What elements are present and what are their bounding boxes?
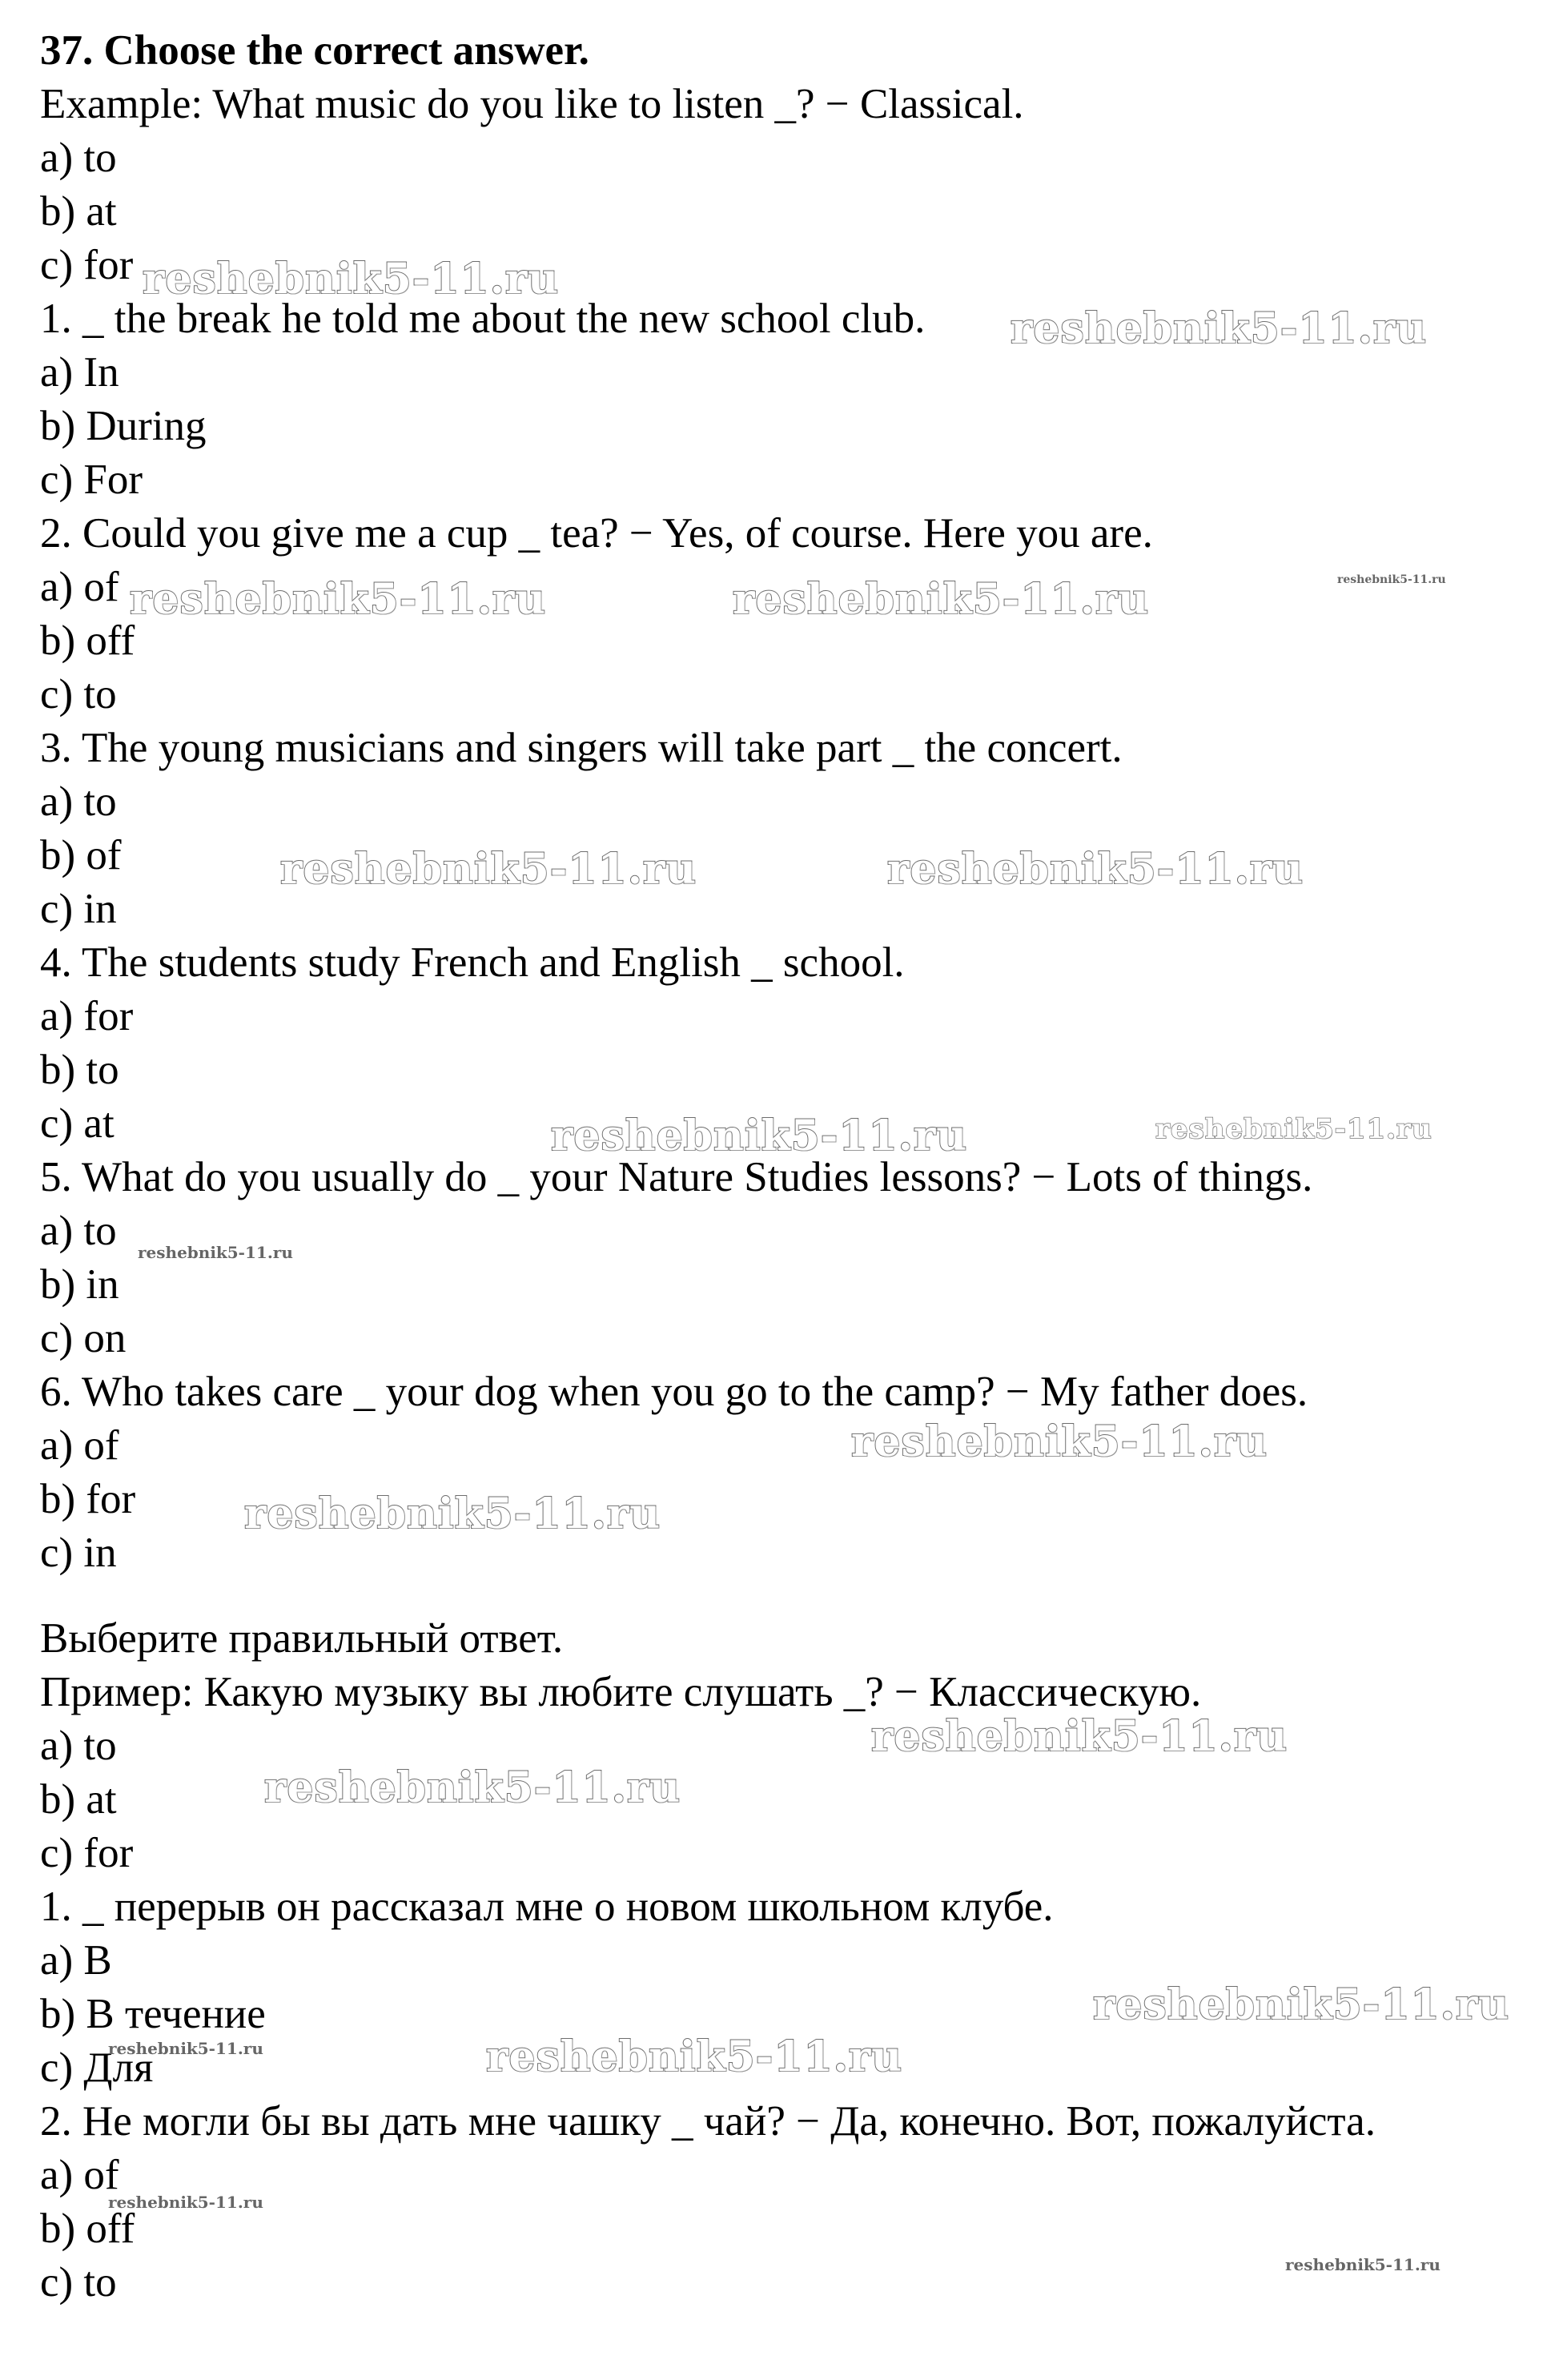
question-4-option-b: b) to [40,1047,119,1093]
question-6-option-a: a) of [40,1422,119,1469]
watermark: reshebnik5-11.ru [1093,1980,1510,2029]
question-1-option-b: b) During [40,403,207,449]
watermark: reshebnik5-11.ru [1155,1113,1432,1145]
question-6: 6. Who takes care _ your dog when you go to the camp? − My father does. [40,1369,1308,1415]
watermark: reshebnik5-11.ru [486,2032,903,2081]
question-1: 1. _ the break he told me about the new school club. [40,295,926,342]
watermark: reshebnik5-11.ru [1285,2255,1441,2274]
question-2: 2. Could you give me a cup _ tea? − Yes, of course. Here you are. [40,510,1153,557]
question-1-option-a: a) In [40,349,119,396]
russian-question-2-option-c: c) to [40,2259,117,2306]
example-option-b: b) at [40,188,117,235]
question-3-option-c: c) in [40,886,117,932]
watermark: reshebnik5-11.ru [1011,304,1428,353]
russian-question-2-option-b: b) off [40,2205,135,2252]
watermark: reshebnik5-11.ru [280,845,697,894]
question-3-option-b: b) of [40,832,122,878]
example-question: Example: What music do you like to listen _? − Classical. [40,81,1024,127]
watermark: reshebnik5-11.ru [551,1112,968,1160]
watermark: reshebnik5-11.ru [851,1417,1268,1466]
question-2-option-b: b) off [40,617,135,664]
question-5-option-a: a) to [40,1208,117,1254]
watermark: reshebnik5-11.ru [244,1490,661,1538]
question-3: 3. The young musicians and singers will take part _ the concert. [40,725,1123,771]
question-6-option-b: b) for [40,1476,136,1522]
example-option-a: a) to [40,135,117,181]
russian-question-1-option-b: b) В течение [40,1991,266,2037]
watermark: reshebnik5-11.ru [264,1763,681,1812]
russian-heading: Выберите правильный ответ. [40,1615,564,1662]
watermark: reshebnik5-11.ru [130,575,547,624]
example-option-c: c) for [40,242,134,288]
watermark: reshebnik5-11.ru [733,575,1150,624]
russian-example-option-b: b) at [40,1776,117,1823]
watermark: reshebnik5-11.ru [108,2193,263,2212]
question-3-option-a: a) to [40,778,117,825]
question-4-option-c: c) at [40,1100,115,1147]
russian-question-1-option-a: a) В [40,1937,112,1984]
watermark: reshebnik5-11.ru [108,2039,263,2058]
watermark: reshebnik5-11.ru [1337,573,1446,586]
question-5: 5. What do you usually do _ your Nature Studies lessons? − Lots of things. [40,1154,1313,1200]
watermark: reshebnik5-11.ru [138,1243,293,1262]
russian-example-option-c: c) for [40,1830,134,1876]
worksheet-page [40,24,1529,2310]
question-5-option-c: c) on [40,1315,127,1361]
question-4: 4. The students study French and English _ school. [40,939,905,986]
question-6-option-c: c) in [40,1530,117,1576]
section-gap [40,1580,1529,1612]
russian-question-2: 2. Не могли бы вы дать мне чашку _ чай? − Да, конечно. Вот, пожалуйста. [40,2098,1376,2145]
question-5-option-b: b) in [40,1261,119,1308]
question-4-option-a: a) for [40,993,134,1039]
watermark: reshebnik5-11.ru [871,1712,1288,1761]
russian-question-1-option-c: c) Для [40,2044,154,2091]
russian-question-1: 1. _ перерыв он рассказал мне о новом школьном клубе. [40,1883,1054,1930]
question-2-option-a: a) of [40,564,119,610]
russian-example-option-a: a) to [40,1723,117,1769]
russian-example-question: Пример: Какую музыку вы любите слушать _? − Классическую. [40,1669,1202,1715]
watermark: reshebnik5-11.ru [887,845,1304,894]
watermark: reshebnik5-11.ru [143,255,560,304]
question-2-option-c: c) to [40,671,117,718]
russian-question-2-option-a: a) of [40,2152,119,2198]
exercise-title: 37. Choose the correct answer. [40,27,589,74]
question-1-option-c: c) For [40,456,143,503]
